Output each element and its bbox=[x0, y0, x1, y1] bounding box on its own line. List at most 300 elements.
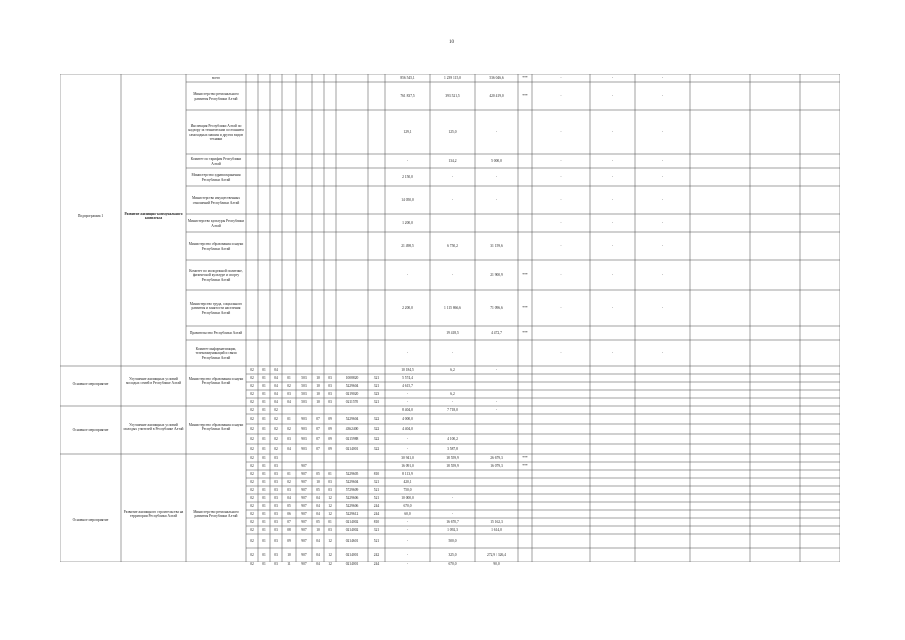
budget-code: 03 bbox=[287, 488, 291, 492]
budget-code: 01 bbox=[262, 437, 266, 441]
budget-code: 08 bbox=[287, 528, 291, 532]
value-year-2: 19 418,5 bbox=[446, 331, 459, 336]
value-year-2: 325,0 bbox=[448, 553, 457, 557]
value-year-2: - bbox=[451, 512, 454, 516]
budget-code: 02 bbox=[250, 472, 254, 476]
footnote-mark bbox=[518, 510, 532, 518]
budget-code: 521 bbox=[373, 488, 380, 492]
value-year-2: 3 587,8 bbox=[447, 447, 458, 451]
value-year-1: 4 404,0 bbox=[402, 427, 413, 431]
value-year-3 bbox=[476, 534, 517, 548]
value-year-2: 500,0 bbox=[448, 539, 457, 543]
budget-code: 12 bbox=[328, 539, 332, 543]
budget-code: 4362400 bbox=[345, 427, 359, 431]
value-year-2: 393 521,5 bbox=[445, 94, 460, 99]
budget-code bbox=[282, 462, 296, 470]
budget-code: 10 bbox=[316, 528, 320, 532]
budget-code: 09 bbox=[328, 437, 332, 441]
main-event-2-label: Основное мероприятие bbox=[72, 428, 109, 432]
value-year-6: - bbox=[661, 198, 664, 203]
footnote-mark bbox=[518, 169, 532, 186]
budget-code: 01 bbox=[262, 512, 266, 516]
budget-code: 01 bbox=[262, 496, 266, 500]
budget-code bbox=[312, 406, 324, 414]
value-year-2: - bbox=[451, 198, 454, 203]
budget-code: 322 bbox=[373, 437, 380, 441]
value-year-1: - bbox=[406, 351, 409, 356]
budget-code: 503 bbox=[301, 384, 307, 388]
footnote-mark bbox=[518, 434, 532, 444]
budget-code: 322 bbox=[373, 417, 380, 421]
value-year-1: - bbox=[406, 437, 409, 441]
budget-code: 322 bbox=[373, 427, 380, 431]
budget-code: 1008820 bbox=[345, 376, 359, 380]
budget-code: 503 bbox=[301, 376, 307, 380]
budget-code: 810 bbox=[373, 472, 380, 476]
value-year-5: - bbox=[611, 351, 614, 356]
budget-code: 01 bbox=[262, 539, 266, 543]
budget-code: 04 bbox=[274, 400, 278, 404]
value-year-3: 31 159,6 bbox=[490, 244, 503, 249]
value-year-1: - bbox=[406, 273, 409, 278]
value-year-1: 8 113,9 bbox=[402, 472, 413, 476]
value-year-2 bbox=[431, 374, 474, 382]
value-year-2 bbox=[431, 382, 474, 390]
value-year-1: - bbox=[406, 528, 409, 532]
value-year-1: - bbox=[406, 392, 409, 396]
budget-code: 12 bbox=[328, 512, 332, 516]
value-year-1: 5 574,4 bbox=[402, 376, 413, 380]
budget-code: 01 bbox=[262, 504, 266, 508]
budget-code: 02 bbox=[250, 488, 254, 492]
value-year-1: - bbox=[406, 520, 409, 524]
budget-code: 903 bbox=[301, 427, 307, 431]
budget-code: 02 bbox=[250, 496, 254, 500]
budget-code: 907 bbox=[301, 480, 307, 484]
budget-code: 01 bbox=[262, 520, 266, 524]
value-year-1: - bbox=[406, 447, 409, 451]
budget-code: 02 bbox=[250, 392, 254, 396]
value-year-4: - bbox=[560, 244, 562, 249]
budget-code: 503 bbox=[301, 392, 307, 396]
value-year-1: 2 200,0 bbox=[402, 306, 413, 311]
budget-code: 02 bbox=[250, 464, 254, 468]
budget-code: 903 bbox=[301, 417, 307, 421]
value-year-6: - bbox=[661, 306, 664, 311]
value-year-3: 536 046,6 bbox=[489, 76, 504, 81]
value-year-2: 6,2 bbox=[450, 392, 455, 396]
value-year-1: 10 184,5 bbox=[401, 368, 414, 372]
budget-code bbox=[296, 366, 312, 374]
budget-code: 03 bbox=[274, 512, 278, 516]
value-year-5: - bbox=[611, 244, 614, 249]
budget-code: 07 bbox=[316, 437, 320, 441]
budget-code: 09 bbox=[328, 447, 332, 451]
budget-code: 10 bbox=[316, 480, 320, 484]
footnote-mark bbox=[518, 444, 532, 454]
value-year-3: 272,9 / 326,4 bbox=[487, 553, 506, 557]
budget-code: 321 bbox=[373, 384, 380, 388]
budget-code: 01 bbox=[262, 408, 266, 412]
value-year-1: - bbox=[406, 539, 409, 543]
footnote-mark bbox=[518, 534, 532, 548]
budget-code bbox=[324, 406, 336, 414]
budget-code bbox=[336, 366, 368, 374]
value-year-3: 90,0 bbox=[493, 562, 500, 566]
budget-code: 0219020 bbox=[345, 392, 359, 396]
budget-code: 02 bbox=[287, 427, 291, 431]
budget-code: 02 bbox=[250, 528, 254, 532]
budget-code: 02 bbox=[250, 384, 254, 388]
value-year-6: - bbox=[661, 221, 664, 226]
budget-code: 04 bbox=[316, 496, 320, 500]
value-year-1: 4 000,0 bbox=[402, 417, 413, 421]
budget-code: 04 bbox=[274, 384, 278, 388]
value-year-2: 6,2 bbox=[450, 368, 455, 372]
budget-code: 0211570 bbox=[345, 400, 359, 404]
budget-code: 01 bbox=[262, 427, 266, 431]
value-year-2: - bbox=[451, 273, 454, 278]
budget-code: 05 bbox=[287, 504, 291, 508]
budget-code bbox=[312, 462, 324, 470]
budget-code: 810 bbox=[373, 520, 380, 524]
value-year-3 bbox=[476, 215, 517, 232]
value-year-2: 7 718,0 bbox=[447, 408, 458, 412]
budget-code: 04 bbox=[316, 553, 320, 557]
budget-code: 03 bbox=[328, 384, 332, 388]
executor-name: Комитет информатизации, телекоммуникаций и связи Республики Алтай bbox=[195, 347, 237, 360]
value-year-6: - bbox=[661, 159, 664, 164]
budget-code: 01 bbox=[262, 376, 266, 380]
value-year-3: - bbox=[495, 368, 498, 372]
budget-code: 01 bbox=[262, 464, 266, 468]
executor-name: всего bbox=[211, 76, 221, 81]
value-year-5: - bbox=[611, 306, 614, 311]
budget-code: 01 bbox=[262, 456, 266, 460]
budget-code: 907 bbox=[301, 553, 307, 557]
budget-code: 01 bbox=[262, 472, 266, 476]
budget-code: 01 bbox=[287, 376, 291, 380]
budget-code: 0214001 bbox=[345, 553, 359, 557]
budget-code: 5229604 bbox=[345, 384, 359, 388]
budget-code: 04 bbox=[316, 504, 320, 508]
budget-code: 10 bbox=[316, 376, 320, 380]
budget-code: 02 bbox=[250, 437, 254, 441]
budget-code: 03 bbox=[328, 400, 332, 404]
budget-code: 242 bbox=[373, 553, 380, 557]
executor-name: Министерство труда, социального развития и занятости населения Республики Алтай bbox=[189, 302, 243, 315]
value-year-3 bbox=[476, 414, 517, 424]
footnote-mark bbox=[518, 341, 532, 366]
executor-name: Министерство имущественных отношений Республики Алтай bbox=[192, 196, 240, 205]
budget-code: 03 bbox=[274, 496, 278, 500]
budget-code: 0214601 bbox=[345, 539, 359, 543]
budget-code: 02 bbox=[250, 417, 254, 421]
budget-code bbox=[282, 406, 296, 414]
budget-code: 04 bbox=[316, 562, 320, 566]
budget-code: 503 bbox=[301, 400, 307, 404]
value-year-3: - bbox=[495, 175, 498, 180]
value-year-5: - bbox=[611, 221, 614, 226]
value-year-3: 71 096,6 bbox=[490, 306, 503, 311]
budget-code bbox=[282, 366, 296, 374]
value-year-1: 14 050,0 bbox=[401, 198, 414, 203]
value-year-2: - bbox=[451, 496, 454, 500]
value-year-4: - bbox=[560, 306, 562, 311]
footnote-mark bbox=[518, 414, 532, 424]
value-year-2 bbox=[431, 502, 474, 510]
main-event-1-executor: Министерство образования и науки Республики Алтай bbox=[188, 377, 244, 386]
budget-code: 03 bbox=[274, 504, 278, 508]
value-year-1: 60,0 bbox=[404, 512, 411, 516]
budget-code: 02 bbox=[250, 520, 254, 524]
main-event-1-label: Основное мероприятие bbox=[72, 382, 109, 386]
value-year-2: - bbox=[451, 400, 454, 404]
value-year-3 bbox=[476, 502, 517, 510]
executor-name: Министерство регионального развития Республики Алтай bbox=[193, 92, 239, 101]
budget-code: 01 bbox=[262, 368, 266, 372]
budget-code: 0214002 bbox=[345, 528, 359, 532]
executor-name: Министерство образования и науки Республики Алтай bbox=[188, 242, 244, 251]
budget-code: 02 bbox=[287, 384, 291, 388]
value-year-3: 26 679,3 bbox=[490, 456, 503, 460]
budget-code: 01 bbox=[287, 472, 291, 476]
budget-code: 03 bbox=[274, 520, 278, 524]
budget-code: 12 bbox=[328, 496, 332, 500]
budget-code bbox=[282, 454, 296, 462]
budget-code: 02 bbox=[274, 437, 278, 441]
value-year-3: - bbox=[495, 198, 498, 203]
value-year-2: 18 559,9 bbox=[446, 464, 459, 468]
value-year-3: 16 079,3 bbox=[490, 464, 503, 468]
value-year-2: 125,0 bbox=[448, 130, 457, 135]
value-year-3: 21 900,9 bbox=[490, 273, 503, 278]
budget-code: 907 bbox=[301, 472, 307, 476]
footnote-mark bbox=[518, 486, 532, 494]
value-year-6: - bbox=[661, 175, 664, 180]
budget-code: 02 bbox=[250, 368, 254, 372]
budget-code: 03 bbox=[328, 392, 332, 396]
budget-code: 02 bbox=[274, 427, 278, 431]
budget-code: 10 bbox=[316, 384, 320, 388]
executor-name: Комитет по молодежной политике, физической культуре и спорту Республики Алтай bbox=[189, 269, 243, 282]
value-year-1: 670,0 bbox=[403, 504, 412, 508]
value-year-3 bbox=[476, 510, 517, 518]
budget-code: 04 bbox=[287, 447, 291, 451]
budget-code: 5229606 bbox=[345, 496, 359, 500]
budget-code: 907 bbox=[301, 496, 307, 500]
budget-code bbox=[312, 366, 324, 374]
footnote-mark bbox=[518, 470, 532, 478]
budget-code: 322 bbox=[373, 447, 380, 451]
budget-code: 03 bbox=[274, 456, 278, 460]
value-year-4 bbox=[532, 327, 590, 340]
value-year-1: 761 837,5 bbox=[400, 94, 415, 99]
value-year-4: - bbox=[560, 76, 562, 81]
budget-code: 09 bbox=[287, 539, 291, 543]
budget-code: 05 bbox=[316, 488, 320, 492]
footnote-mark bbox=[518, 111, 532, 154]
budget-code: 907 bbox=[301, 504, 307, 508]
footnote-mark bbox=[518, 215, 532, 232]
footnote-mark bbox=[518, 390, 532, 398]
budget-code bbox=[336, 462, 368, 470]
footnote-mark bbox=[518, 366, 532, 374]
budget-code: 02 bbox=[250, 539, 254, 543]
budget-code: 907 bbox=[301, 520, 307, 524]
footnote-mark bbox=[518, 548, 532, 562]
value-year-1 bbox=[386, 327, 429, 340]
value-year-3: - bbox=[495, 400, 498, 404]
budget-table bbox=[60, 74, 840, 566]
value-year-4: - bbox=[560, 273, 562, 278]
main-event-3-executor: Министерство регионального развития Республики Алтай bbox=[193, 510, 239, 519]
value-year-3 bbox=[476, 382, 517, 390]
budget-code: 03 bbox=[274, 488, 278, 492]
executor-name: Инспекция Республики Алтай по надзору за техническим состоянием самоходных машин и других видов техники bbox=[188, 124, 244, 141]
budget-code: 0214001 bbox=[345, 562, 359, 566]
value-year-1: 856 545,1 bbox=[400, 76, 415, 81]
budget-code: 03 bbox=[274, 528, 278, 532]
value-year-6: - bbox=[661, 130, 664, 135]
budget-code: 244 bbox=[373, 504, 380, 508]
main-event-1-name: Улучшение жилищных условий молодых семей в Республике Алтай bbox=[126, 377, 181, 386]
footnote-mark bbox=[518, 406, 532, 414]
budget-code: 02 bbox=[250, 400, 254, 404]
value-year-1: 420,1 bbox=[403, 480, 412, 484]
budget-code bbox=[324, 462, 336, 470]
main-event-3-label: Основное мероприятие bbox=[72, 518, 109, 522]
budget-code: 903 bbox=[301, 437, 307, 441]
budget-code: 0214002 bbox=[345, 520, 359, 524]
page-number: 10 bbox=[449, 40, 454, 45]
footnote-mark bbox=[518, 382, 532, 390]
budget-code: 244 bbox=[373, 562, 380, 566]
footnote-mark bbox=[518, 424, 532, 434]
budget-code bbox=[296, 406, 312, 414]
budget-code: 01 bbox=[262, 447, 266, 451]
budget-code: 07 bbox=[316, 417, 320, 421]
main-event-2-executor: Министерство образования и науки Республики Алтай bbox=[188, 423, 244, 432]
budget-code: 907 bbox=[301, 464, 307, 468]
value-year-1: 129,1 bbox=[403, 130, 412, 135]
value-year-3 bbox=[476, 478, 517, 486]
budget-code: 323 bbox=[373, 392, 380, 396]
value-year-4: - bbox=[560, 159, 562, 164]
value-year-3: 15 162,3 bbox=[490, 520, 503, 524]
value-year-1: 750,0 bbox=[403, 488, 412, 492]
value-year-5: - bbox=[611, 198, 614, 203]
value-year-2: 1 239 115,0 bbox=[444, 76, 461, 81]
budget-code: 907 bbox=[301, 562, 307, 566]
budget-code: 01 bbox=[262, 553, 266, 557]
value-year-6 bbox=[635, 327, 690, 340]
budget-code: 02 bbox=[274, 408, 278, 412]
budget-code: 01 bbox=[287, 417, 291, 421]
value-year-1: - bbox=[406, 553, 409, 557]
budget-code bbox=[324, 454, 336, 462]
budget-code: 04 bbox=[316, 512, 320, 516]
budget-code: 03 bbox=[274, 539, 278, 543]
budget-code: 02 bbox=[287, 480, 291, 484]
value-year-2: 1 115 866,6 bbox=[444, 306, 461, 311]
budget-code: 5229604 bbox=[345, 480, 359, 484]
budget-code: 02 bbox=[250, 512, 254, 516]
value-year-1: 10 000,0 bbox=[401, 496, 414, 500]
budget-code: 5229605 bbox=[345, 472, 359, 476]
footnote-mark: *** bbox=[522, 464, 528, 468]
value-year-3 bbox=[476, 424, 517, 434]
value-year-3 bbox=[476, 434, 517, 444]
budget-code: 03 bbox=[328, 480, 332, 484]
value-year-3: 1 614,0 bbox=[491, 528, 502, 532]
budget-code: 01 bbox=[328, 520, 332, 524]
footnote-mark bbox=[518, 502, 532, 510]
budget-code: 10 bbox=[287, 553, 291, 557]
value-year-6: - bbox=[661, 273, 664, 278]
value-year-2: 16 670,7 bbox=[446, 520, 459, 524]
value-year-6: - bbox=[661, 244, 664, 249]
value-year-2 bbox=[431, 414, 474, 424]
value-year-3: - bbox=[495, 130, 498, 135]
budget-code: 03 bbox=[328, 376, 332, 380]
main-event-2-name: Улучшение жилищных условий молодых учителей в Республике Алтай bbox=[123, 423, 184, 432]
budget-code: 03 bbox=[328, 528, 332, 532]
budget-code: 01 bbox=[262, 392, 266, 396]
value-year-4: - bbox=[560, 94, 562, 99]
budget-code: 321 bbox=[373, 400, 380, 404]
budget-code: 03 bbox=[274, 472, 278, 476]
budget-code bbox=[324, 366, 336, 374]
budget-code bbox=[336, 454, 368, 462]
budget-code: 5729609 bbox=[345, 488, 359, 492]
budget-code: 01 bbox=[262, 480, 266, 484]
value-year-3 bbox=[476, 390, 517, 398]
budget-code: 321 bbox=[373, 528, 380, 532]
value-year-5: - bbox=[611, 130, 614, 135]
value-year-1: - bbox=[406, 159, 409, 164]
executor-name: Министерство культуры Республики Алтай bbox=[187, 219, 245, 228]
budget-code bbox=[336, 406, 368, 414]
budget-code: 01 bbox=[262, 417, 266, 421]
budget-code: 01 bbox=[262, 384, 266, 388]
budget-code: 907 bbox=[301, 488, 307, 492]
value-year-3 bbox=[476, 341, 517, 366]
value-year-2 bbox=[431, 215, 474, 232]
budget-code: 02 bbox=[250, 427, 254, 431]
budget-code: 5229612 bbox=[345, 512, 359, 516]
value-year-2: 18 559,9 bbox=[446, 456, 459, 460]
budget-code: 03 bbox=[287, 392, 291, 396]
budget-code: 321 bbox=[373, 376, 380, 380]
footnote-mark: *** bbox=[522, 456, 528, 460]
value-year-3: - bbox=[495, 408, 498, 412]
budget-code bbox=[368, 462, 385, 470]
budget-code: 03 bbox=[274, 464, 278, 468]
budget-code: 12 bbox=[328, 504, 332, 508]
budget-code: 04 bbox=[287, 400, 291, 404]
value-year-2: 1 092,3 bbox=[447, 528, 458, 532]
budget-code: 01 bbox=[262, 528, 266, 532]
value-year-2 bbox=[431, 478, 474, 486]
budget-code: 10 bbox=[316, 400, 320, 404]
budget-code: 5229604 bbox=[345, 417, 359, 421]
value-year-2: 670,0 bbox=[448, 562, 457, 566]
budget-code: 521 bbox=[373, 539, 380, 543]
budget-code: 907 bbox=[301, 539, 307, 543]
budget-code: 521 bbox=[373, 496, 380, 500]
budget-code: 0214001 bbox=[345, 447, 359, 451]
